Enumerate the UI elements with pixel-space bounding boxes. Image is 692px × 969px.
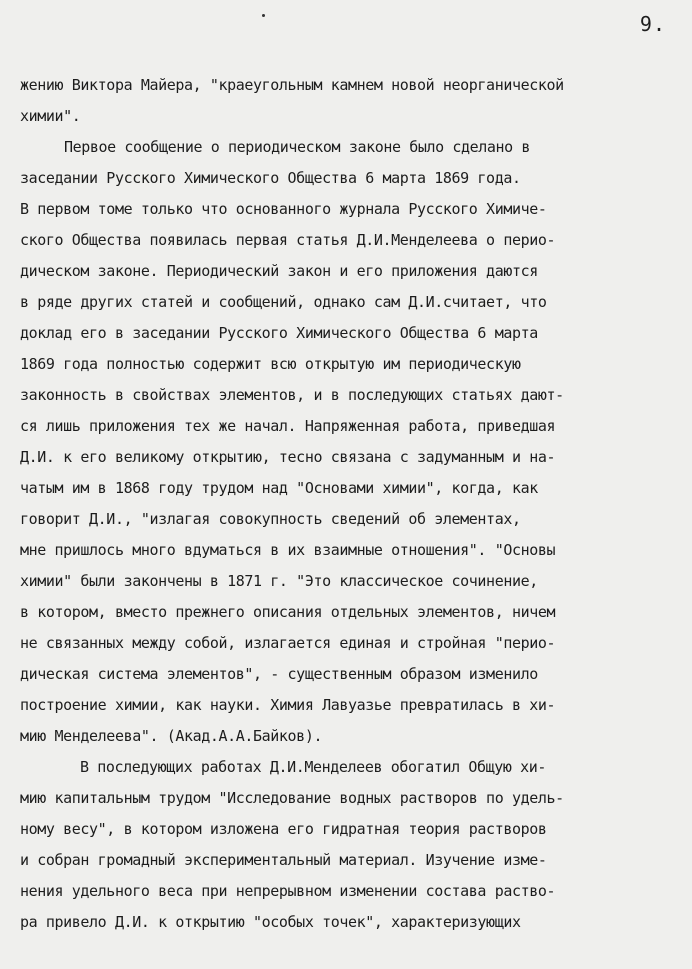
- text-line: в котором, вместо прежнего описания отдельных элементов, ничем: [20, 603, 556, 621]
- text-line: химии".: [20, 107, 81, 125]
- text-line: доклад его в заседании Русского Химического Общества 6 марта: [20, 324, 538, 342]
- text-line: мне пришлось много вдуматься в их взаимные отношения". "Основы: [20, 541, 556, 559]
- text-line: жению Виктора Майера, "краеугольным камнем новой неорганической: [20, 76, 564, 94]
- text-line: ся лишь приложения тех же начал. Напряженная работа, приведшая: [20, 417, 556, 435]
- text-line: и собран громадный экспериментальный материал. Изучение изме-: [20, 851, 547, 869]
- body-text: [20, 70, 680, 938]
- text-line: ского Общества появилась первая статья Д.И.Менделеева о перио-: [20, 231, 556, 249]
- text-line: не связанных между собой, излагается единая и стройная "перио-: [20, 634, 556, 652]
- text-line: мию Менделеева". (Акад.А.А.Байков).: [20, 727, 323, 745]
- text-line: построение химии, как науки. Химия Лавуазье превратилась в хи-: [20, 696, 556, 714]
- paragraph-start-line: Первое сообщение о периодическом законе было сделано в: [64, 138, 531, 156]
- text-line: дическая система элементов", - существенным образом изменило: [20, 665, 538, 683]
- text-line: химии" были закончены в 1871 г. "Это классическое сочинение,: [20, 572, 538, 590]
- text-line: нения удельного веса при непрерывном изменении состава раство-: [20, 882, 556, 900]
- text-line: заседании Русского Химического Общества 6 марта 1869 года.: [20, 169, 521, 187]
- paragraph-start-line: В последующих работах Д.И.Менделеев обогатил Общую хи-: [80, 758, 547, 776]
- text-line: ра привело Д.И. к открытию "особых точек", характеризующих: [20, 913, 521, 931]
- text-line: говорит Д.И., "излагая совокупность сведений об элементах,: [20, 510, 521, 528]
- text-line: законность в свойствах элементов, и в последующих статьях дают-: [20, 386, 564, 404]
- text-line: ному весу", в котором изложена его гидратная теория растворов: [20, 820, 547, 838]
- page-number: 9.: [639, 12, 666, 36]
- text-line: В первом томе только что основанного журнала Русского Химиче-: [20, 200, 547, 218]
- text-line: в ряде других статей и сообщений, однако сам Д.И.считает, что: [20, 293, 547, 311]
- text-line: чатым им в 1868 году трудом над "Основами химии", когда, как: [20, 479, 538, 497]
- text-line: дическом законе. Периодический закон и его приложения даются: [20, 262, 538, 280]
- text-line: мию капитальным трудом "Исследование водных растворов по удель-: [20, 789, 564, 807]
- ink-speck: [262, 14, 265, 17]
- text-line: Д.И. к его великому открытию, тесно связана с задуманным и на-: [20, 448, 556, 466]
- text-line: 1869 года полностью содержит всю открытую им периодическую: [20, 355, 521, 373]
